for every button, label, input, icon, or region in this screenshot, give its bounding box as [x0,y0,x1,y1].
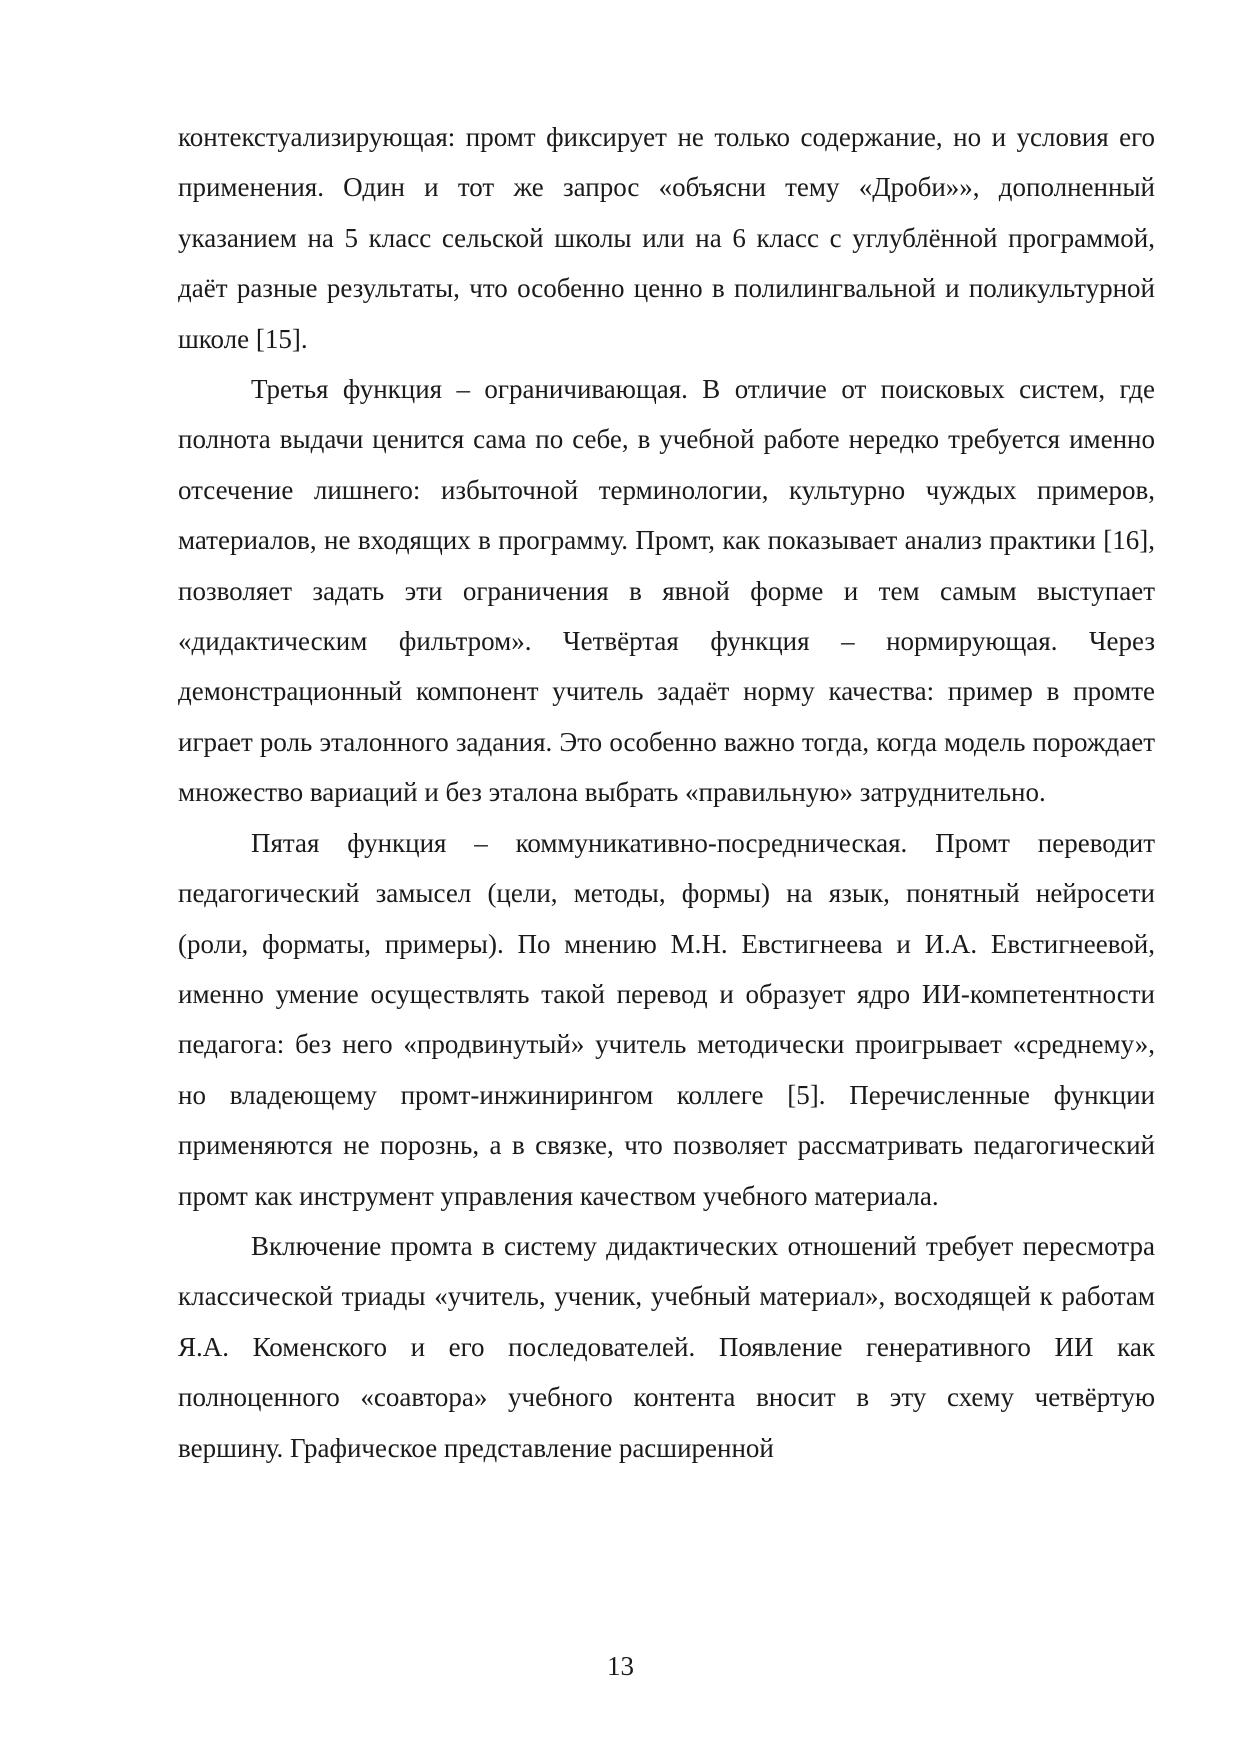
paragraph-continuation: контекстуализирующая: промт фиксирует не только содержание, но и условия его применения. Один и тот же запрос «объясни тему «Дроби»», дополненный указанием на 5 класс сельской школы или на 6 класс с углублённой программой, даёт разные результаты, что особенно ценно в полилингвальной и поликультурной школе [15]. [178,122,1155,354]
body-text [178,112,1155,1473]
paragraph-didactic-relations: Включение промта в систему дидактических отношений требует пересмотра классической триады «учитель, ученик, учебный материал», восходящей к работам Я.А. Коменского и его последователей. Появление генеративного ИИ как полноценного «соавтора» учебного контента вносит в эту схему четвёртую вершину. Графическое представление расширенной [178,1230,1155,1463]
paragraph-third-function: Третья функция – ограничивающая. В отличие от поисковых систем, где полнота выдачи ценится сама по себе, в учебной работе нередко требуется именно отсечение лишнего: избыточной терминологии, культурно чуждых примеров, материалов, не входящих в программу. Промт, как показывает анализ практики [16], позволяет задать эти ограничения в явной форме и тем самым выступает «дидактическим фильтром». Четвёртая функция – нормирующая. Через демонстрационный компонент учитель задаёт норму качества: пример в промте играет роль эталонного задания. Это особенно важно тогда, когда модель порождает множество вариаций и без эталона выбрать «правильную» затруднительно. [178,374,1155,808]
paragraph-fifth-function: Пятая функция – коммуникативно-посредническая. Промт переводит педагогический замысел (цели, методы, формы) на язык, понятный нейросети (роли, форматы, примеры). По мнению М.Н. Евстигнеева и И.А. Евстигнеевой, именно умение осуществлять такой перевод и образует ядро ИИ-компетентности педагога: без него «продвинутый» учитель методически проигрывает «среднему», но владеющему промт-инжинирингом коллеге [5]. Перечисленные функции применяются не порознь, а в связке, что позволяет рассматривать педагогический промт как инструмент управления качеством учебного материала. [178,827,1155,1211]
page-number: 13 [607,1651,634,1681]
